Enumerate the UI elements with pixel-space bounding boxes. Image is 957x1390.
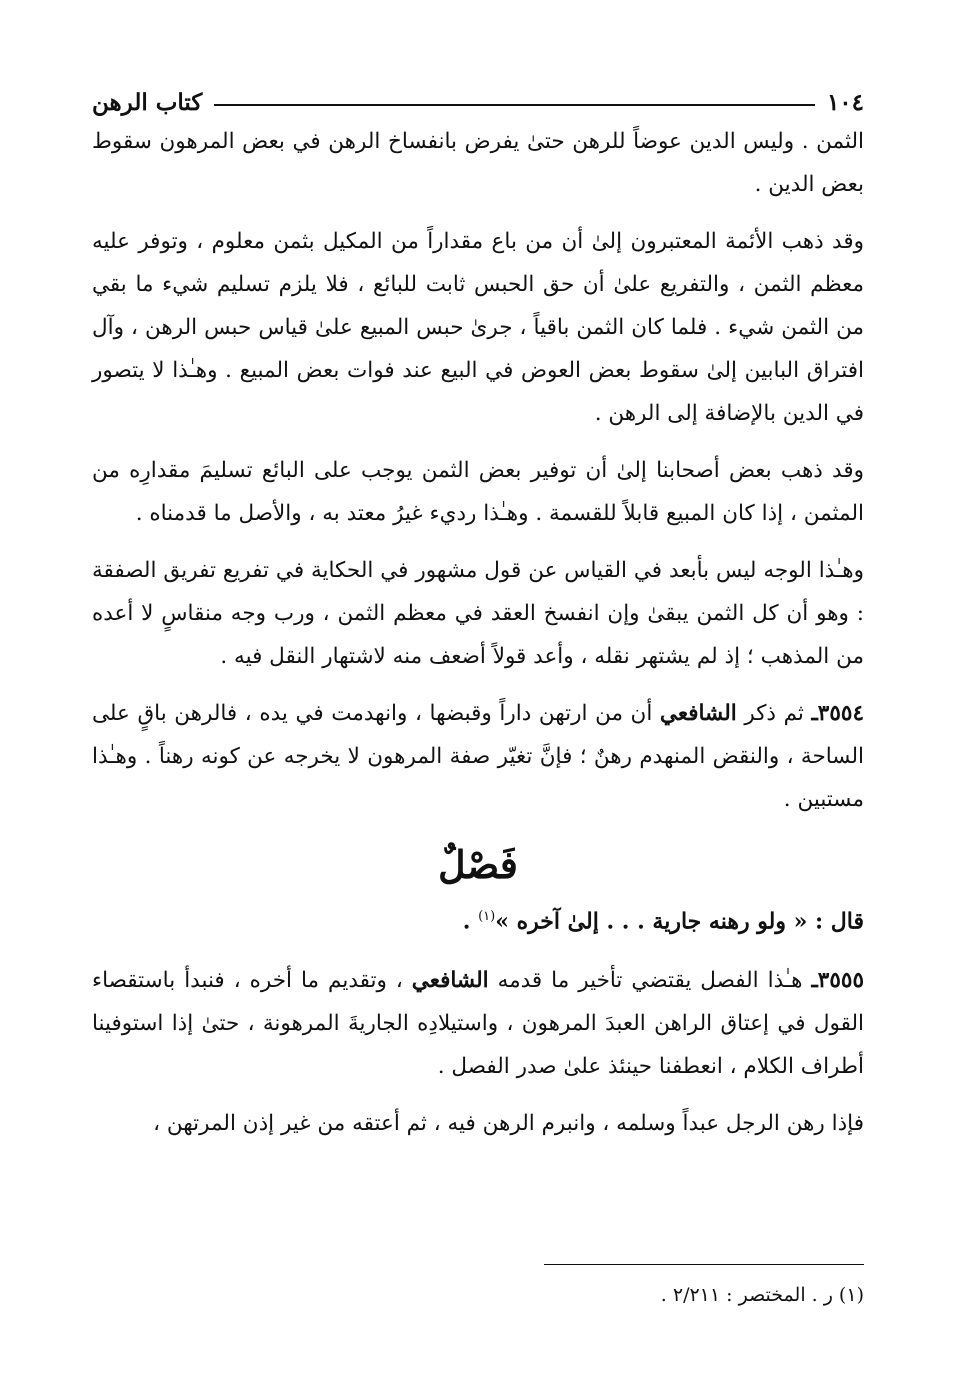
shafii-name: الشافعي (659, 701, 737, 726)
section-ornament: فَصْلٌ (438, 842, 518, 887)
running-title: كتاب الرهن (92, 88, 203, 116)
paragraph-1: الثمن . وليس الدين عوضاً للرهن حتىٰ يفرض بانفساخ الرهن في بعض المرهون سقوط بعض الدين . (92, 129, 864, 197)
header-rule (214, 104, 815, 106)
page (92, 84, 864, 1306)
paragraph-3: وقد ذهب بعض أصحابنا إلىٰ أن توفير بعض الثمن يوجب على البائع تسليمَ مقدارِه من المثمن ، إذا كان المبيع قابلاً للقسمة . وهـٰذا رديء غيرُ معتد به ، والأصل ما قدمناه . (92, 458, 864, 526)
footnote-rule (544, 1264, 864, 1265)
footnote-ref: (١) (478, 909, 496, 924)
footnote: (١) ر . المختصر : ٢/٢١١ . (660, 1284, 864, 1306)
paragraph-last: فإذا رهن الرجل عبداً وسلمه ، وانبرم الرهن فيه ، ثم أعتقه من غير إذن المرتهن ، (153, 1111, 864, 1137)
page-number: ١٠٤ (826, 88, 864, 116)
paragraph-3554: ٣٥٥٤ـ ثم ذكر الشافعي أن من ارتهن داراً وقبضها ، وانهدمت في يده ، فالرهن باقٍ على الساحة ، والنقض المنهدم رهنٌ ؛ فإنَّ تغيّر صفة المرهون لا يخرجه عن كونه رهناً . وهـٰذا مستبين . (92, 701, 864, 812)
issue-number: ٣٥٥٥ـ (811, 968, 864, 994)
qala-line: قال : « ولو رهنه جارية . . . إلىٰ آخره »$^{(١)}$ . (462, 908, 864, 935)
page-header (92, 84, 864, 120)
issue-number: ٣٥٥٤ـ (811, 701, 864, 726)
paragraph-2: وقد ذهب الأئمة المعتبرون إلىٰ أن من باع مقداراً من المكيل بثمن معلوم ، وتوفر عليه معظم الثمن ، والتفريع علىٰ أن حق الحبس ثابت للبائع ، فلا يلزم تسليم شيء ما بقي من الثمن شيء . فلما كان الثمن باقياً ، جرىٰ حبس المبيع علىٰ قياس حبس الرهن ، وآل افتراق البابين إلىٰ سقوط بعض العوض في البيع عند فوات بعض المبيع . وهـٰذا لا يتصور في الدين بالإضافة إلى الرهن . (92, 229, 864, 426)
paragraph-4: وهـٰذا الوجه ليس بأبعد في القياس عن قول مشهور في الحكاية في تفريع تفريق الصفقة : وهو أن كل الثمن يبقىٰ وإن انفسخ العقد في معظم الثمن ، ورب وجه منقاسٍ لا أعده من المذهب ؛ إذ لم يشتهر نقله ، وأعد قولاً أضعف منه لاشتهار النقل فيه . (92, 558, 864, 669)
paragraph-3555: ٣٥٥٥ـ هـٰذا الفصل يقتضي تأخير ما قدمه الشافعي ، وتقديم ما أخره ، فنبدأ باستقصاء القول في إعتاق الراهن العبدَ المرهون ، واستيلادِه الجاريةَ المرهونة ، حتىٰ إذا استوفينا أطراف الكلام ، انعطفنا حينئذ علىٰ صدر الفصل . (92, 968, 864, 1080)
shafii-name: الشافعي (411, 968, 489, 994)
